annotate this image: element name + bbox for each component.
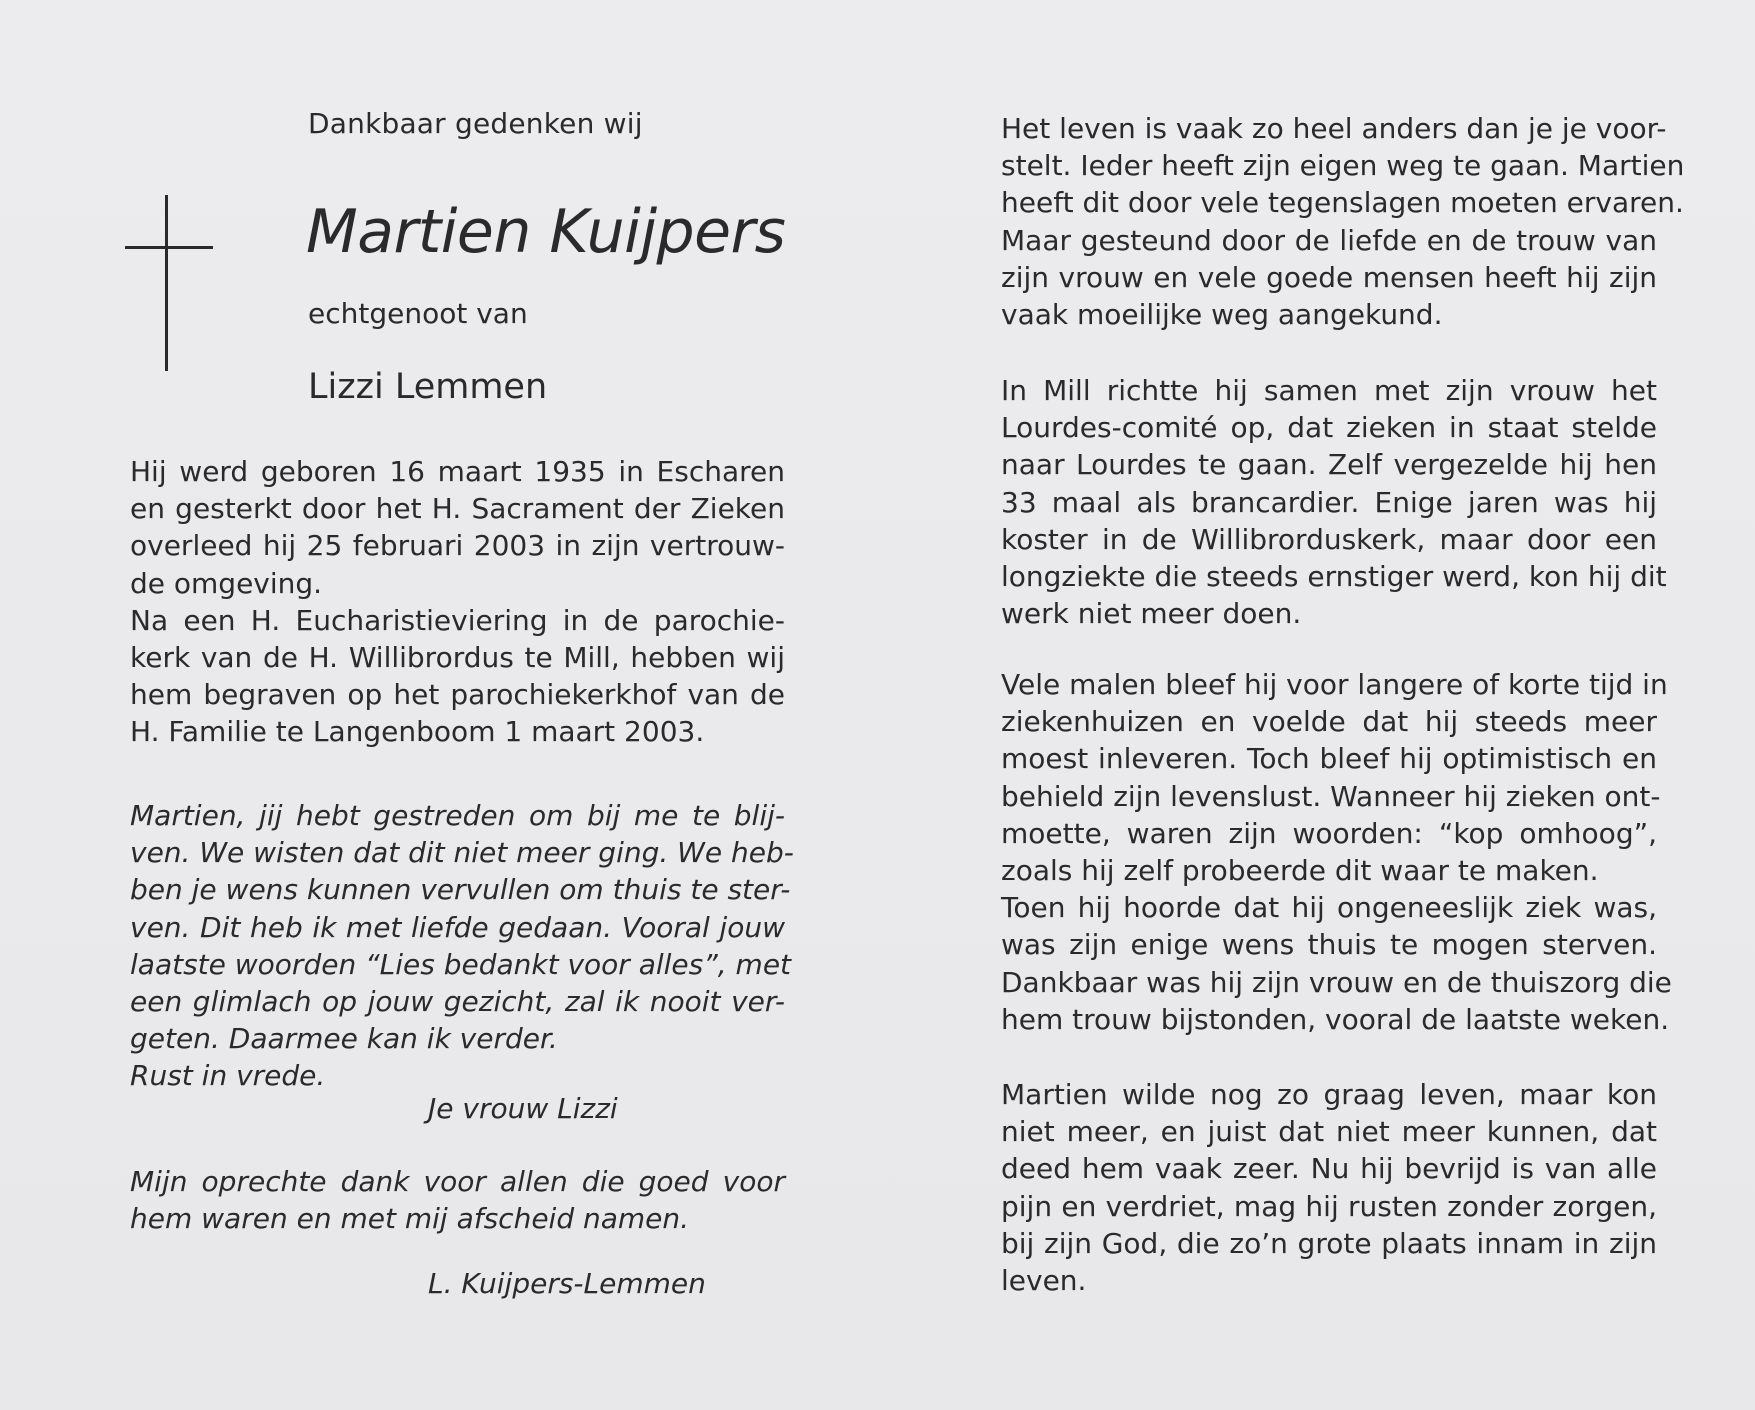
text-line: naar Lourdes te gaan. Zelf vergezelde hij hen <box>1001 448 1657 482</box>
bio-line: en gesterkt door het H. Sacrament der Zieken <box>130 492 785 526</box>
text-line: longziekte die steeds ernstiger werd, kon hij dit <box>1001 560 1667 594</box>
wife-message-line: Rust in vrede. <box>130 1059 326 1093</box>
wife-message-line: ven. We wisten dat dit niet meer ging. We heb- <box>130 836 794 870</box>
cross-icon <box>125 195 213 371</box>
signature: L. Kuijpers-Lemmen <box>428 1267 706 1300</box>
bio-line: overleed hij 25 februari 2003 in zijn vertrouw- <box>130 529 785 563</box>
bio-line: Hij werd geboren 16 maart 1935 in Escharen <box>130 455 785 488</box>
text-line: ziekenhuizen en voelde dat hij steeds meer <box>1001 705 1657 739</box>
wife-message-line: Martien, jij hebt gestreden om bij me te blij- <box>130 799 785 832</box>
paragraph-lourdes <box>1001 372 1667 632</box>
text-line: Het leven is vaak zo heel anders dan je je voor- <box>1001 112 1667 145</box>
bio-line: Na een H. Eucharistieviering in de parochie- <box>130 603 785 637</box>
text-line: Dankbaar was hij zijn vrouw en de thuiszorg die <box>1001 965 1672 999</box>
wife-message-line: ben je wens kunnen vervullen om thuis te ster- <box>130 873 791 907</box>
thanks-line: hem waren en met mij afscheid namen. <box>130 1202 690 1236</box>
text-line: deed hem vaak zeer. Nu hij bevrijd is van alle <box>1001 1152 1657 1186</box>
text-line: niet meer, en juist dat niet meer kunnen, dat <box>1001 1115 1657 1149</box>
wife-sign-off: Je vrouw Lizzi <box>428 1092 618 1125</box>
wife-message-line: laatste woorden “Lies bedankt voor alles”, met <box>130 947 792 981</box>
text-line: Toen hij hoorde dat hij ongeneeslijk ziek was, <box>1001 891 1657 925</box>
paragraph-life <box>1001 110 1685 333</box>
text-line: vaak moeilijke weg aangekund. <box>1001 298 1443 332</box>
text-line: 33 maal als brancardier. Enige jaren was hij <box>1001 485 1657 519</box>
text-line: heeft dit door vele tegenslagen moeten ervaren. <box>1001 186 1684 220</box>
spouse-label: echtgenoot van <box>308 297 528 330</box>
intro-text: Dankbaar gedenken wij <box>308 107 643 140</box>
text-line: Martien wilde nog zo graag leven, maar kon <box>1001 1078 1657 1111</box>
text-line: pijn en verdriet, mag hij rusten zonder zorgen, <box>1001 1189 1657 1223</box>
spouse-name: Lizzi Lemmen <box>308 367 548 407</box>
text-line: bij zijn God, die zo’n grote plaats innam in zijn <box>1001 1226 1657 1260</box>
bio-line: kerk van de H. Willibrordus te Mill, hebben wij <box>130 641 785 675</box>
text-line: zoals hij zelf probeerde dit waar te maken. <box>1001 854 1599 888</box>
text-line: moette, waren zijn woorden: “kop omhoog”, <box>1001 816 1657 850</box>
wife-message-line: een glimlach op jouw gezicht, zal ik nooit ver- <box>130 985 785 1019</box>
text-line: stelt. Ieder heeft zijn eigen weg te gaan. Martien <box>1001 149 1685 183</box>
text-line: hem trouw bijstonden, vooral de laatste weken. <box>1001 1002 1670 1036</box>
text-line: werk niet meer doen. <box>1001 597 1302 631</box>
biography-paragraph <box>130 453 785 751</box>
text-line: moest inleveren. Toch bleef hij optimistisch en <box>1001 742 1657 776</box>
thanks-line: Mijn oprechte dank voor allen die goed voor <box>130 1165 785 1198</box>
text-line: leven. <box>1001 1264 1087 1298</box>
cross-vertical-bar <box>165 195 168 371</box>
text-line: Vele malen bleef hij voor langere of korte tijd in <box>1001 668 1668 701</box>
deceased-name: Martien Kuijpers <box>306 197 786 267</box>
text-line: zijn vrouw en vele goede mensen heeft hij zijn <box>1001 260 1657 294</box>
text-line: Maar gesteund door de liefde en de trouw van <box>1001 223 1657 257</box>
text-line: Lourdes-comité op, dat zieken in staat stelde <box>1001 411 1657 445</box>
bio-line: hem begraven op het parochiekerkhof van de <box>130 678 785 712</box>
thanks-message <box>130 1163 785 1237</box>
wife-message-line: ven. Dit heb ik met liefde gedaan. Vooral jouw <box>130 910 785 944</box>
cross-horizontal-bar <box>125 246 213 249</box>
text-line: In Mill richtte hij samen met zijn vrouw het <box>1001 374 1657 407</box>
paragraph-illness <box>1001 666 1672 1038</box>
bio-line: de omgeving. <box>130 566 323 600</box>
text-line: behield zijn levenslust. Wanneer hij zieken ont- <box>1001 779 1661 813</box>
paragraph-farewell <box>1001 1076 1657 1299</box>
wife-message-line: geten. Daarmee kan ik verder. <box>130 1022 558 1056</box>
text-line: was zijn enige wens thuis te mogen sterven. <box>1001 928 1657 962</box>
bio-line: H. Familie te Langenboom 1 maart 2003. <box>130 715 705 749</box>
text-line: koster in de Willibrorduskerk, maar door een <box>1001 522 1657 556</box>
wife-message <box>130 797 794 1095</box>
